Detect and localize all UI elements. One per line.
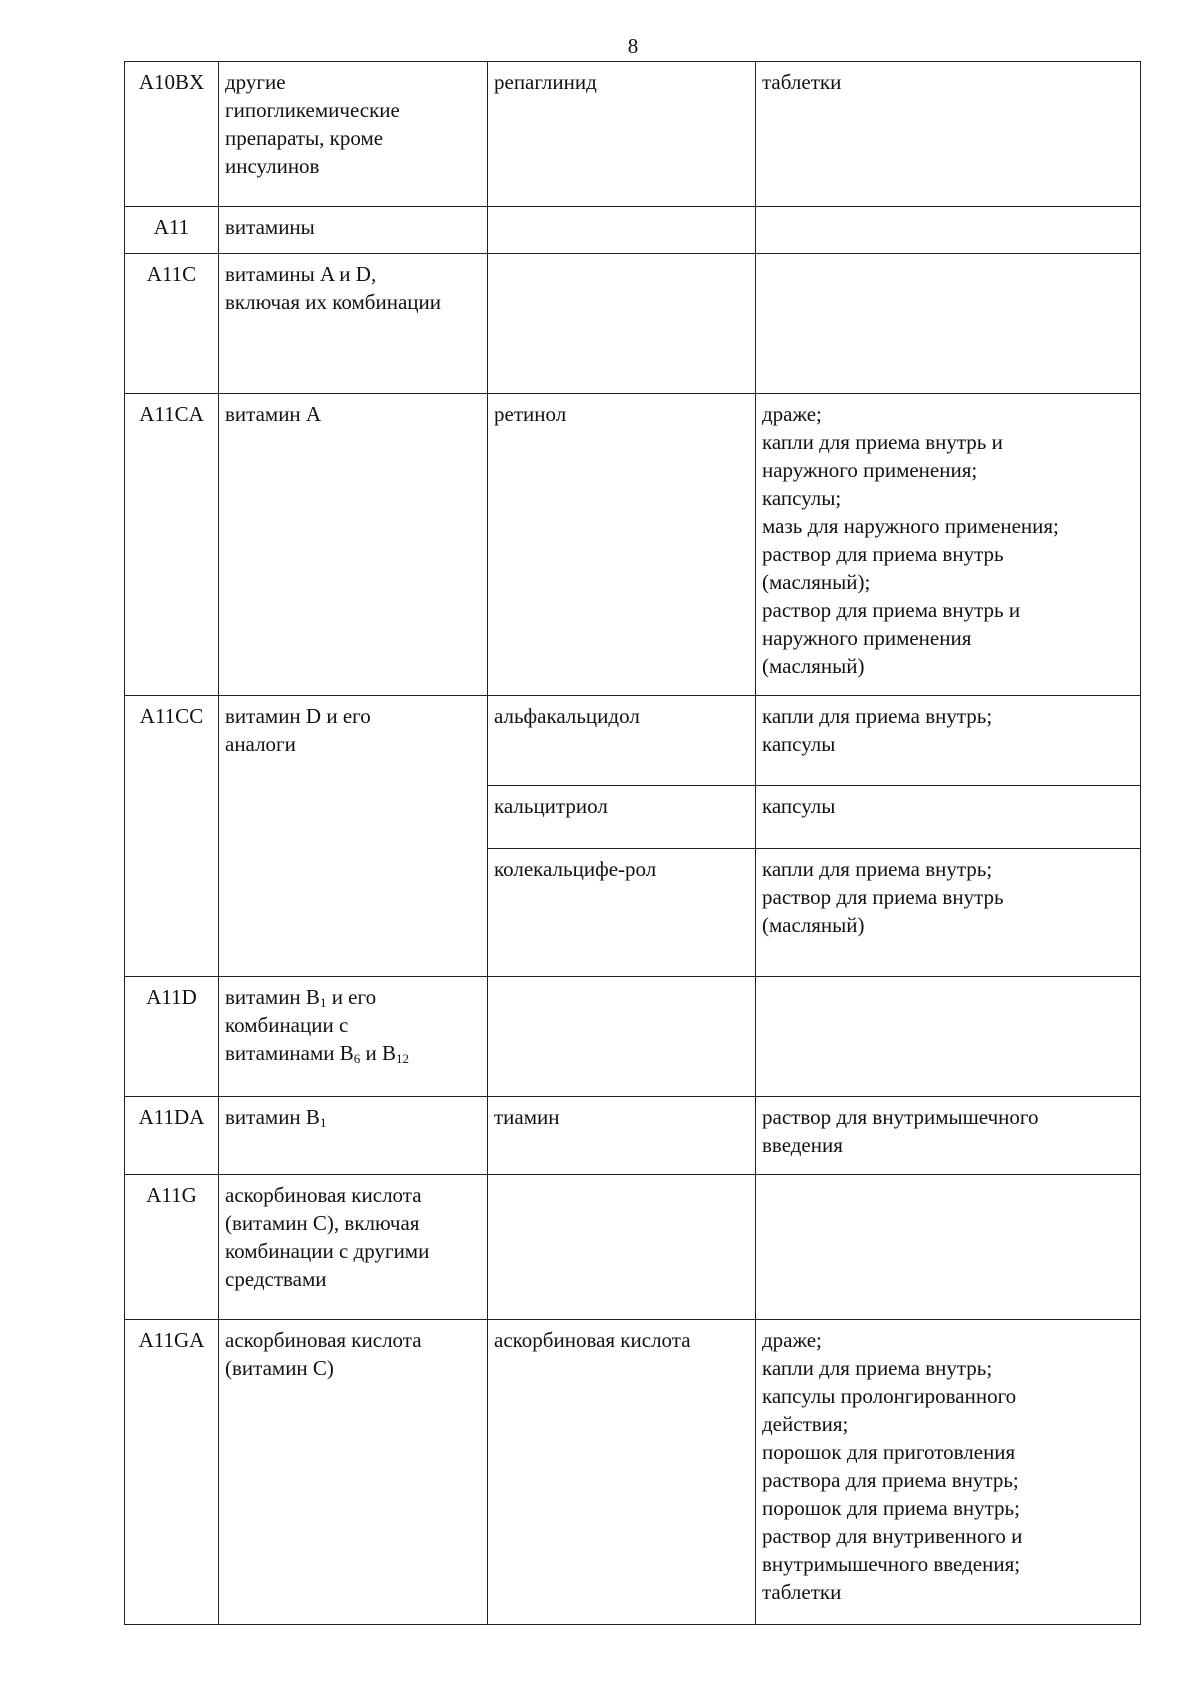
table-row <box>125 1320 1141 1625</box>
pharmacological-group: витамины A и D, включая их комбинации <box>219 254 488 394</box>
atc-code: A11G <box>125 1175 219 1320</box>
pharmacological-group: аскорбиновая кислота (витамин C), включая комбинации с другими средствами <box>219 1175 488 1320</box>
pharmacological-group: витамин A <box>219 394 488 696</box>
atc-code: A11CC <box>125 696 219 977</box>
active-substance: аскорбиновая кислота <box>488 1320 756 1625</box>
active-substance <box>488 254 756 394</box>
table-row <box>125 207 1141 254</box>
pharmacological-group: витамины <box>219 207 488 254</box>
atc-code: A11DA <box>125 1097 219 1175</box>
active-substance: ретинол <box>488 394 756 696</box>
table-row <box>125 1175 1141 1320</box>
dosage-forms: капли для приема внутрь; раствор для приема внутрь (масляный) <box>756 849 1141 977</box>
active-substance: альфакальцидол <box>488 696 756 786</box>
pharmacological-group: витамин $B_1$ и его комбинации с витаминами $B_6$ и $B_{12}$ <box>219 977 488 1097</box>
active-substance: кальцитриол <box>488 786 756 849</box>
pharmacological-group: витамин $B_1$ <box>219 1097 488 1175</box>
table-row <box>125 977 1141 1097</box>
active-substance <box>488 977 756 1097</box>
table-row <box>125 1097 1141 1175</box>
dosage-forms <box>756 1175 1141 1320</box>
dosage-forms <box>756 977 1141 1097</box>
dosage-forms: капсулы <box>756 786 1141 849</box>
dosage-forms: таблетки <box>756 62 1141 207</box>
atc-code: A11CA <box>125 394 219 696</box>
active-substance: тиамин <box>488 1097 756 1175</box>
dosage-forms: раствор для внутримышечного введения <box>756 1097 1141 1175</box>
page-number: 8 <box>627 34 639 58</box>
table-row <box>125 254 1141 394</box>
dosage-forms <box>756 254 1141 394</box>
pharmacological-group: другие гипогликемические препараты, кроме инсулинов <box>219 62 488 207</box>
pharmacological-group: витамин D и его аналоги <box>219 696 488 977</box>
dosage-forms: капли для приема внутрь; капсулы <box>756 696 1141 786</box>
dosage-forms: драже; капли для приема внутрь; капсулы пролонгированного действия; порошок для приготовления раствора для приема внутрь; порошок для приема внутрь; раствор для внутривенного и внутримышечного введения; таблетки <box>756 1320 1141 1625</box>
active-substance <box>488 1175 756 1320</box>
active-substance: репаглинид <box>488 62 756 207</box>
table-row <box>125 62 1141 207</box>
atc-code: A11GA <box>125 1320 219 1625</box>
table-row <box>125 696 1141 786</box>
active-substance <box>488 207 756 254</box>
dosage-forms <box>756 207 1141 254</box>
dosage-forms: драже; капли для приема внутрь и наружного применения; капсулы; мазь для наружного применения; раствор для приема внутрь (масляный); раствор для приема внутрь и наружного применения (масляный) <box>756 394 1141 696</box>
atc-code: A11D <box>125 977 219 1097</box>
pharmacological-group: аскорбиновая кислота (витамин C) <box>219 1320 488 1625</box>
atc-code: A10BX <box>125 62 219 207</box>
atc-code: A11 <box>125 207 219 254</box>
table-row <box>125 394 1141 696</box>
active-substance: колекальцифе-рол <box>488 849 756 977</box>
drug-classification-table <box>124 61 1141 1625</box>
atc-code: A11C <box>125 254 219 394</box>
